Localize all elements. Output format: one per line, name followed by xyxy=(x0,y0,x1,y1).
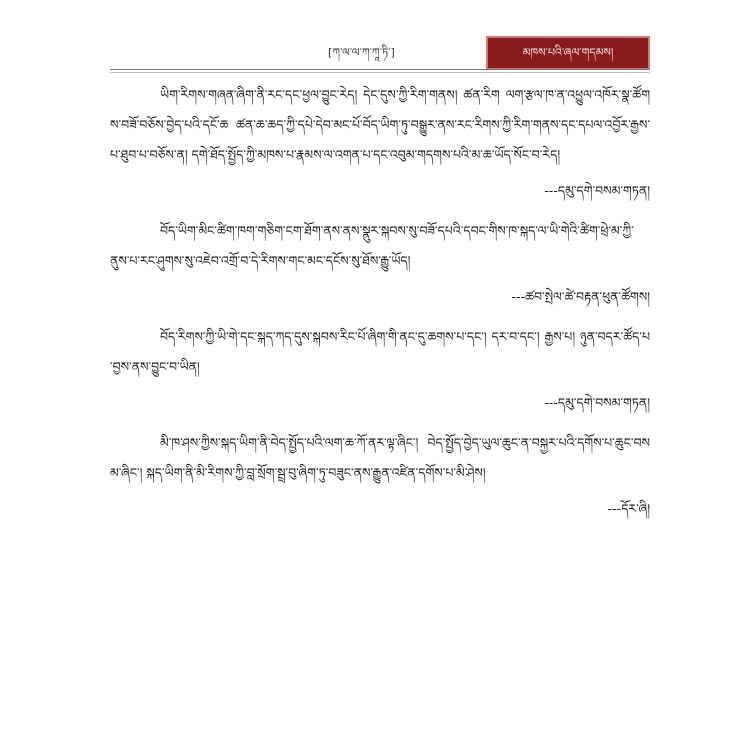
header-banner-title: མཁས་པའི་ཞལ་གདམས། xyxy=(486,36,650,70)
quote-text: བོད་རིགས་ཀྱི་ཡི་གེ་དང་སྐད་ཀད་དུས་སྐབས་རིང་པོ་ཞིག་གི་ནང་དུ་ཆགས་པ་དང་། དར་བ་དང་། རྒྱས་པ། ཉུན་བདར་ཚོད་པ་བྱས་ནས་བྱུང་བ་ཡིན། xyxy=(110,329,650,374)
page-header xyxy=(110,36,650,72)
quote-author: ---དམུ་དགེ་བསམ་གཏན། xyxy=(544,395,650,410)
header-divider xyxy=(110,69,650,70)
quote-author: ---དམུ་དགེ་བསམ་གཏན། xyxy=(544,183,650,198)
quote-text: ཡིག་རིགས་གཞན་ཞིག་ནི་རང་དང་ཕྱལ་བྱུང་རེད། དེང་དུས་ཀྱི་རིག་གནས། ཚན་རིག ལག་རྩལ་ཁ་ན་འཕྱུལ་འཁོར་སྣ་ཚོགས་བཟོ་བཅོས་བྱེད་པའི་དངོ་ཆ ཚན་ཆ་ཆད་ཀྱི་དཔེ་དེབ་མང་པོ་བོད་ཡིག་ཏུ་བསྒྱུར་ནས་རང་རིགས་ཀྱི་རིག་གནས་དང་དཔལ་འབྱོར་རྒྱས་པ་ཐུབ་པ་བཅོས་ན། དགེ་ཐོད་སྤྱོད་ཀྱི་མཁས་པ་རྣམས་ལ་འགན་པ་དང་འབུམ་གདགས་པའི་མ་ཆ་ཡོད་སོང་བ་རེད། xyxy=(110,87,650,162)
quote-text: མི་ཁ་ཤས་ཀྱིས་སྐད་ཡིག་ནི་བེད་སྤྱོད་པའི་ལག་ཆ་ཀོ་ནར་ལྟ་ཞིང་། བེད་སྤྱོད་བྱེད་ཡུལ་ཆུང་ན་བསྐྱར་པའི་དགོས་པ་ཆུང་བསམ་ཞིང་། སྐད་ཡིག་ནི་མི་རིགས་ཀྱི་བླ་སྲོག་སྦྲ་བུ་ཞིག་ཏུ་བཟུང་ནས་རྒྱུན་འཛིན་དགོས་པ་མི་ཤེས། xyxy=(110,435,650,480)
quote-text: བོད་ཡིག་མིང་ཚིག་ཁག་གཅིག་ངག་ཐོག་ནས་ནས་སྣུར་སྐབས་སུ་བཟོ་དཔའི་དབང་གིས་ཁ་སྐད་ལ་ཡི་གེའི་ཚིག་ཕྲེ་མ་ཀྱི་ནུས་པ་རང་ཤུགས་སུ་འཇེབ་འགྲོ་བ་དེ་རིགས་གང་མང་དངོས་སུ་ཐོས་རྒྱུ་ཡོད། xyxy=(110,223,634,268)
header-logo: [ཀ་ལ་ལ་ཀ་ཀཱ་ཏི་] xyxy=(328,46,395,59)
quote-author: ---ཚབ་སྤེལ་ཚེ་བརྟན་ཕུན་ཚོགས། xyxy=(511,289,650,304)
quotes-section xyxy=(110,80,650,534)
quote-author: ---དོར་ཞི། xyxy=(607,501,650,516)
header-divider-secondary xyxy=(110,72,650,73)
